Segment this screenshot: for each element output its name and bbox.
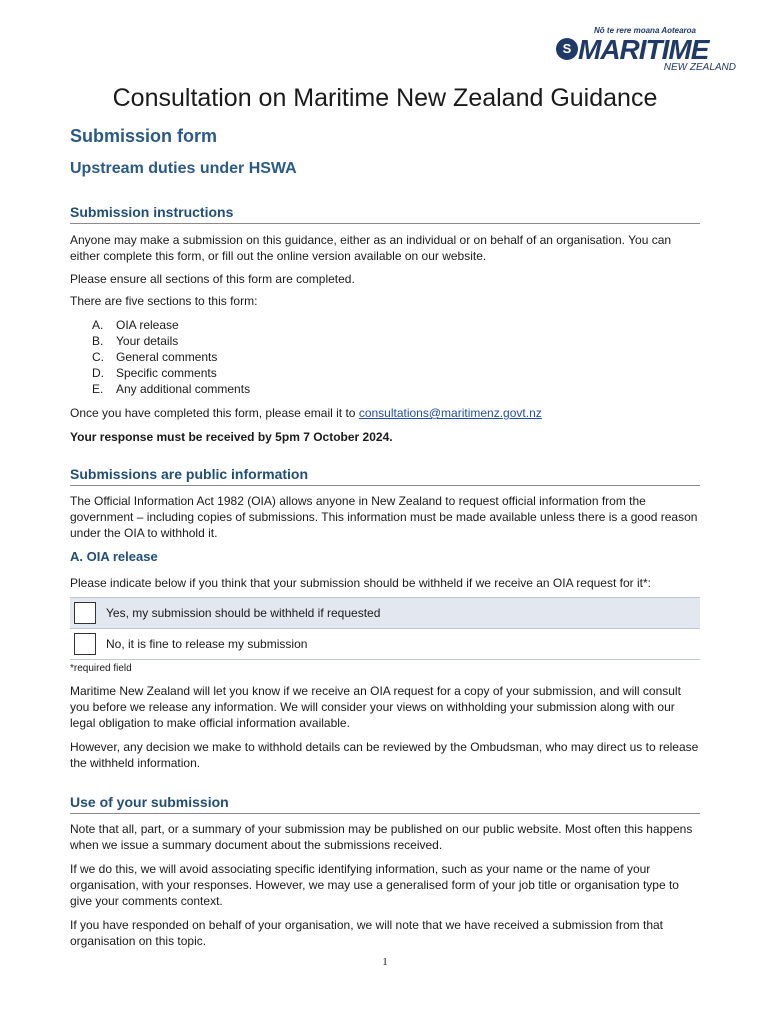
logo-badge-icon: S xyxy=(556,38,578,60)
instructions-paragraph-2: Please ensure all sections of this form are completed. xyxy=(70,272,355,286)
logo-wordmark: MARITIME xyxy=(578,34,709,65)
oia-prompt: Please indicate below if you think that your submission should be withheld if we receive an OIA request for it*: xyxy=(70,576,651,590)
withhold-checkbox[interactable] xyxy=(74,602,96,624)
release-option-label: No, it is fine to release my submission xyxy=(106,637,308,651)
logo-subtitle: NEW ZEALAND xyxy=(663,62,736,73)
section-heading-use: Use of your submission xyxy=(70,794,700,814)
public-paragraph: The Official Information Act 1982 (OIA) allows anyone in New Zealand to request official information from the government – including copies of submissions. This information must be made available unless there is a good reason under the OIA to withhold it. xyxy=(70,494,698,540)
sections-list xyxy=(92,317,250,397)
oia-heading: A. OIA release xyxy=(70,549,158,564)
oia-paragraph-1: Maritime New Zealand will let you know if we receive an OIA request for a copy of your submission, and will consult you before we release any information. We will consider your views on withholding your submission along with our legal obligation to make official information available. xyxy=(70,684,681,730)
page-number: 1 xyxy=(382,956,388,968)
instructions-paragraph-1: Anyone may make a submission on this guidance, either as an individual or on behalf of an organisation. You can either complete this form, or fill out the online version available on our website. xyxy=(70,233,672,263)
list-item: B. Your details xyxy=(92,334,179,348)
list-item: E. Any additional comments xyxy=(92,382,251,396)
section-heading-instructions: Submission instructions xyxy=(70,204,700,224)
list-item: C. General comments xyxy=(92,350,218,364)
deadline-text: Your response must be received by 5pm 7 October 2024. xyxy=(70,430,393,444)
list-item: A. OIA release xyxy=(92,318,179,332)
use-paragraph-3: If you have responded on behalf of your organisation, we will note that we have received a submission from that organisation on this topic. xyxy=(70,918,664,948)
page-title: Consultation on Maritime New Zealand Guidance xyxy=(112,84,658,112)
oia-option-release[interactable] xyxy=(70,628,700,660)
required-note: *required field xyxy=(70,663,132,674)
form-title: Submission form xyxy=(70,126,218,146)
list-item: D. Specific comments xyxy=(92,366,217,380)
withhold-option-label: Yes, my submission should be withheld if requested xyxy=(106,606,381,620)
form-subtitle: Upstream duties under HSWA xyxy=(70,160,297,177)
email-link[interactable]: consultations@maritimenz.govt.nz xyxy=(358,406,542,420)
oia-option-withhold[interactable] xyxy=(70,597,700,628)
section-heading-public: Submissions are public information xyxy=(70,466,700,486)
release-checkbox[interactable] xyxy=(74,633,96,655)
logo-tagline: Nō te rere moana Aotearoa xyxy=(594,26,696,35)
use-paragraph-1: Note that all, part, or a summary of your submission may be published on our public website. Most often this happens when we issue a summary document about the submissions received. xyxy=(70,822,693,852)
instructions-paragraph-3: There are five sections to this form: xyxy=(70,294,258,308)
oia-paragraph-2: However, any decision we make to withhold details can be reviewed by the Ombudsman, who may direct us to release the withheld information. xyxy=(70,740,699,770)
maritime-nz-logo xyxy=(556,26,736,76)
use-paragraph-2: If we do this, we will avoid associating specific identifying information, such as your name or the name of your organisation, with your responses. However, we may use a generalised form of your job title or organisation type to give your comments context. xyxy=(70,862,679,908)
email-instruction: Once you have completed this form, please email it to consultations@maritimenz.govt.nz xyxy=(70,406,542,420)
